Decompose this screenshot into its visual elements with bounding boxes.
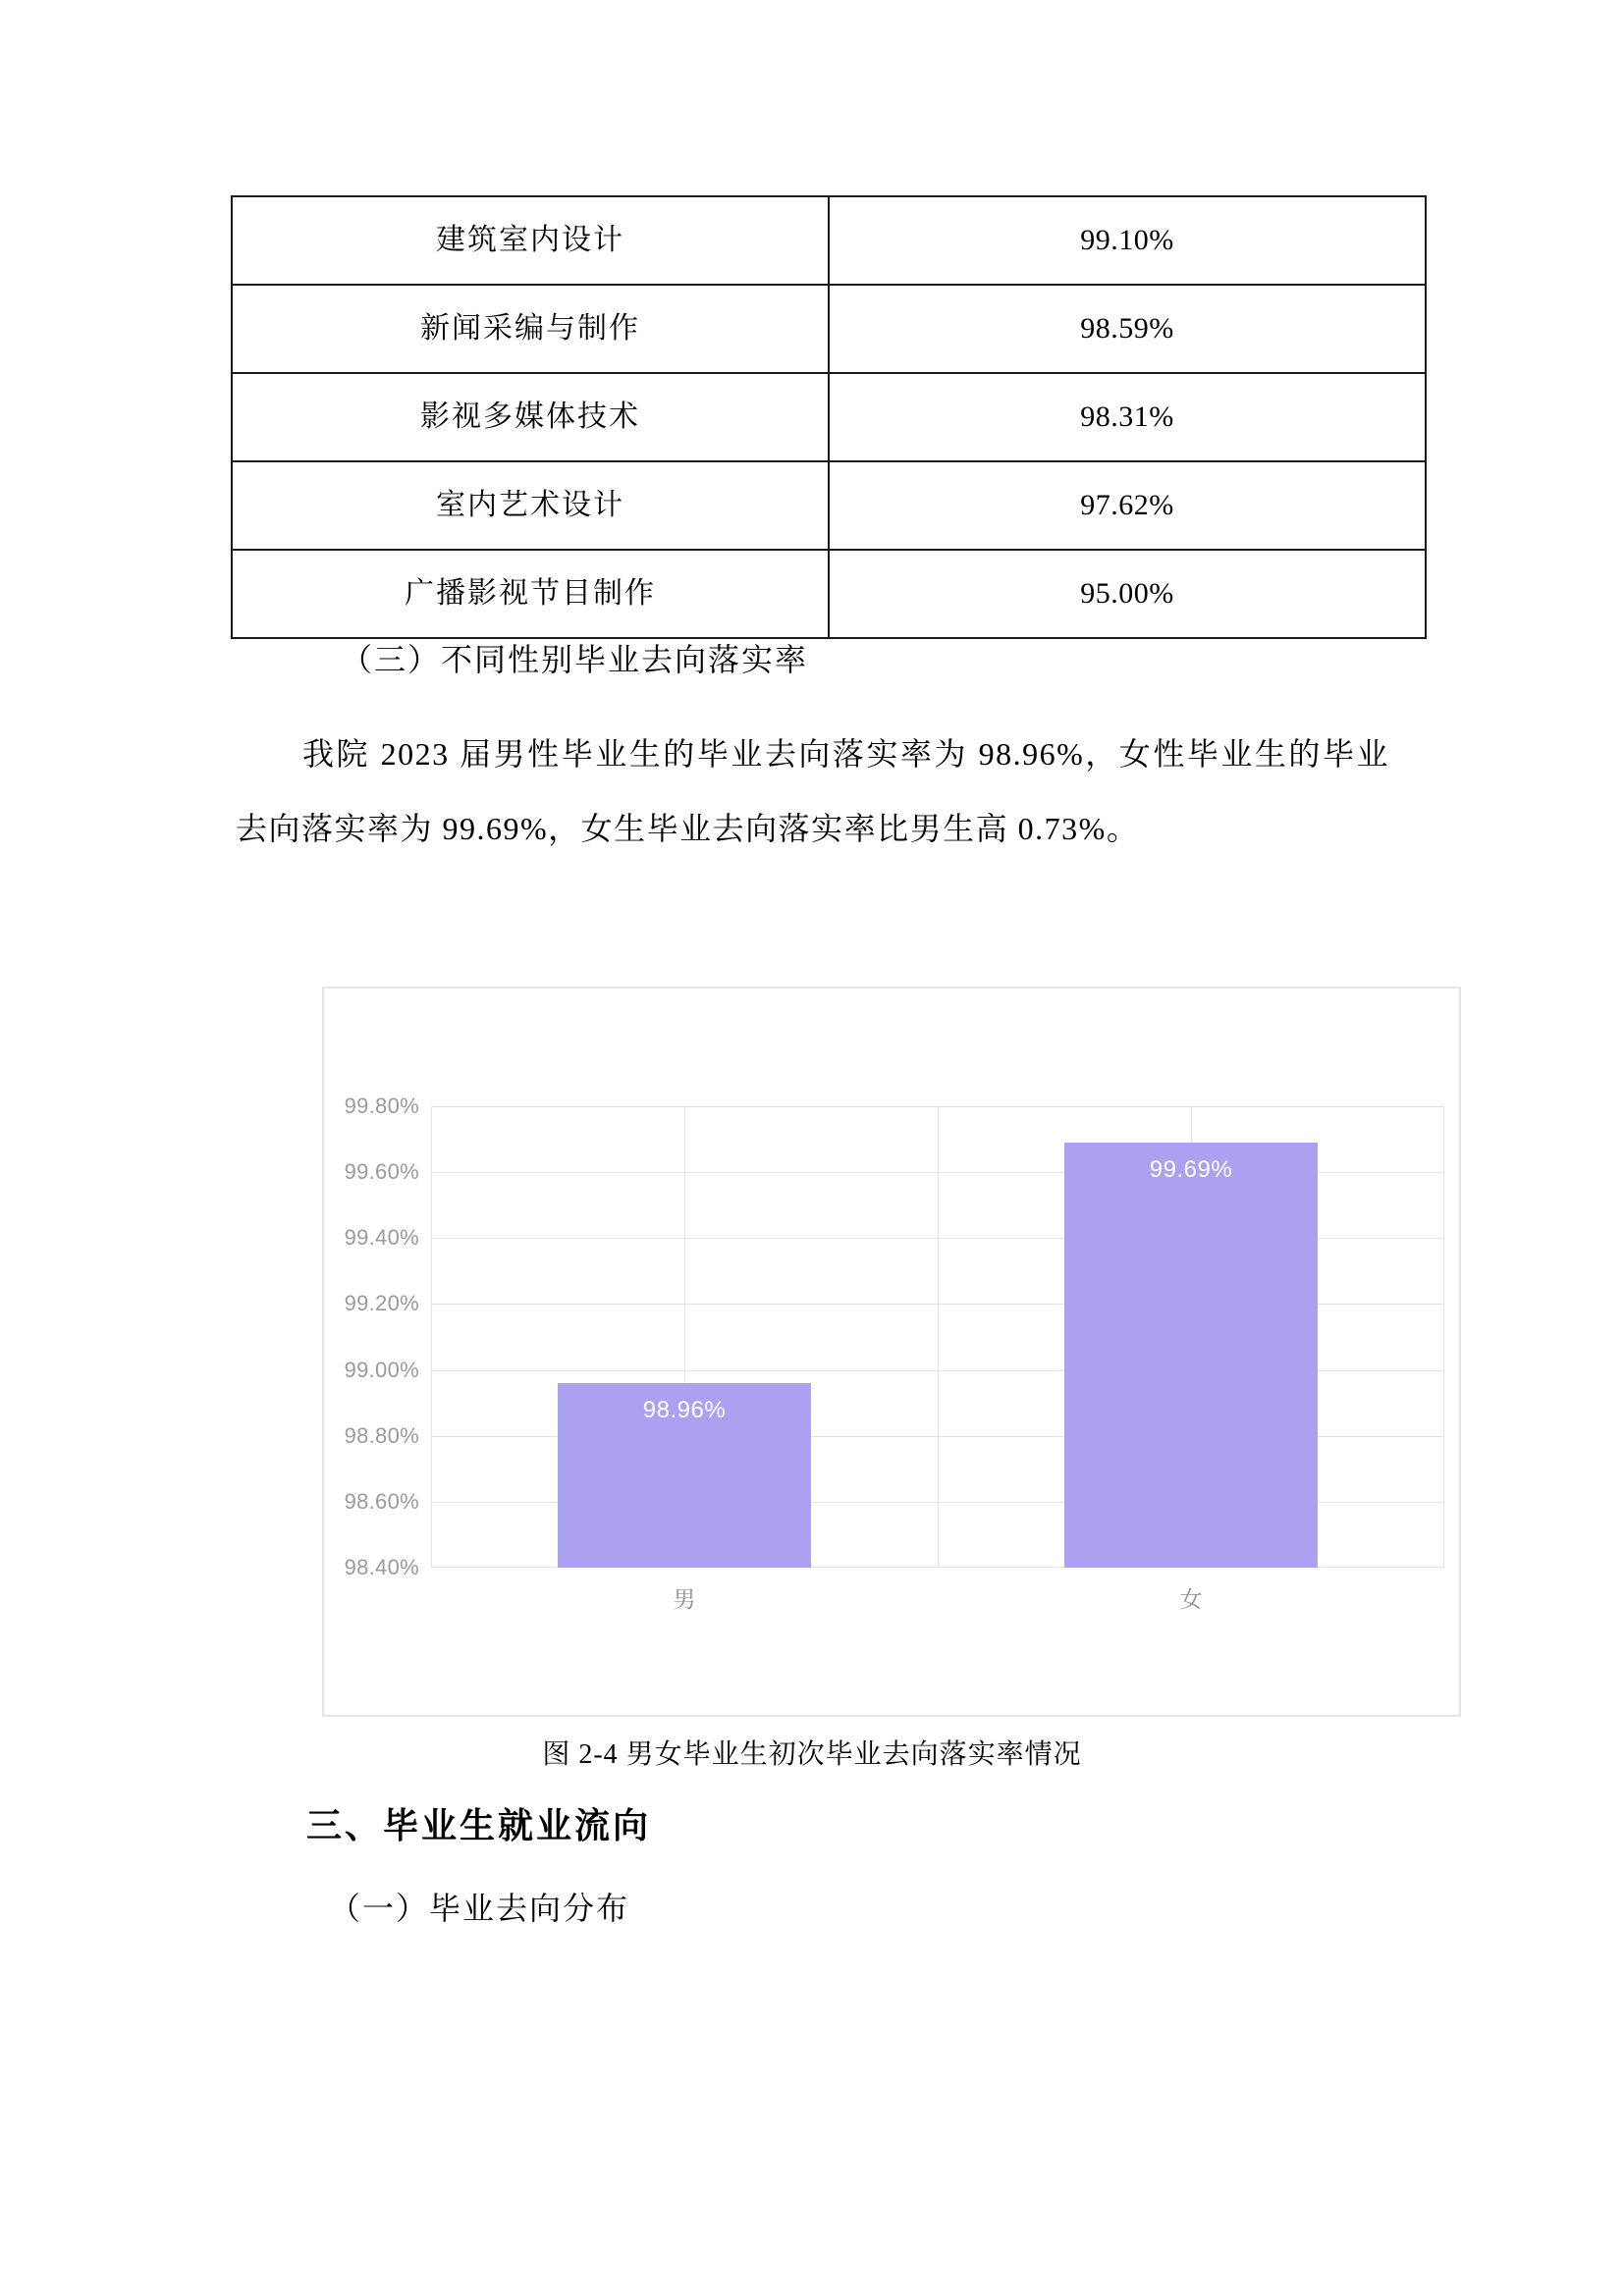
bar-female — [1064, 1143, 1318, 1568]
table-cell-major: 广播影视节目制作 — [232, 550, 829, 638]
chart-inner — [324, 988, 1459, 1715]
bar-male — [558, 1383, 811, 1568]
y-tick-label: 99.60% — [344, 1159, 419, 1185]
table-cell-major: 影视多媒体技术 — [232, 373, 829, 461]
y-tick-label: 99.20% — [344, 1291, 419, 1316]
bar-value-label: 98.96% — [642, 1397, 727, 1423]
table-cell-major: 建筑室内设计 — [232, 196, 829, 285]
gridline-vertical — [1443, 1106, 1444, 1568]
y-axis-ticks — [324, 1094, 419, 1579]
table-cell-major: 新闻采编与制作 — [232, 285, 829, 373]
table-row — [232, 461, 1426, 550]
major-rate-table — [231, 195, 1427, 639]
y-tick-label: 99.00% — [344, 1357, 419, 1382]
y-tick-label: 98.40% — [344, 1555, 419, 1579]
gender-rate-bar-chart — [322, 987, 1461, 1717]
x-tick-label-female: 女 — [1179, 1586, 1203, 1612]
table-row — [232, 550, 1426, 638]
table-cell-rate: 99.10% — [829, 196, 1426, 285]
table-row — [232, 196, 1426, 285]
table-row — [232, 285, 1426, 373]
table-body — [232, 196, 1426, 638]
table-cell-rate: 98.59% — [829, 285, 1426, 373]
table-cell-rate: 95.00% — [829, 550, 1426, 638]
y-tick-label: 98.80% — [344, 1422, 419, 1448]
plot-area — [431, 1106, 1444, 1568]
table-cell-rate: 98.31% — [829, 373, 1426, 461]
paragraph-gender-rate: 我院 2023 届男性毕业生的毕业去向落实率为 98.96%，女性毕业生的毕业去向落实率为 99.69%，女生毕业去向落实率比男生高 0.73%。 — [236, 736, 1389, 846]
gridline-vertical — [938, 1106, 939, 1568]
y-tick-label: 98.60% — [344, 1488, 419, 1514]
x-tick-label-male: 男 — [673, 1586, 696, 1612]
section-heading-destination-distribution: （一）毕业去向分布 — [329, 1891, 630, 1926]
y-tick-label: 99.40% — [344, 1225, 419, 1251]
bar-value-label: 99.69% — [1149, 1156, 1233, 1183]
table-cell-major: 室内艺术设计 — [232, 461, 829, 550]
table-cell-rate: 97.62% — [829, 461, 1426, 550]
y-tick-label: 99.80% — [344, 1094, 419, 1118]
section-heading-employment-flow: 三、毕业生就业流向 — [306, 1806, 652, 1845]
gridline-vertical — [431, 1106, 432, 1568]
table-row — [232, 373, 1426, 461]
section-heading-gender: （三）不同性别毕业去向落实率 — [341, 642, 809, 677]
figure-caption: 图 2-4 男女毕业生初次毕业去向落实率情况 — [542, 1739, 1082, 1770]
